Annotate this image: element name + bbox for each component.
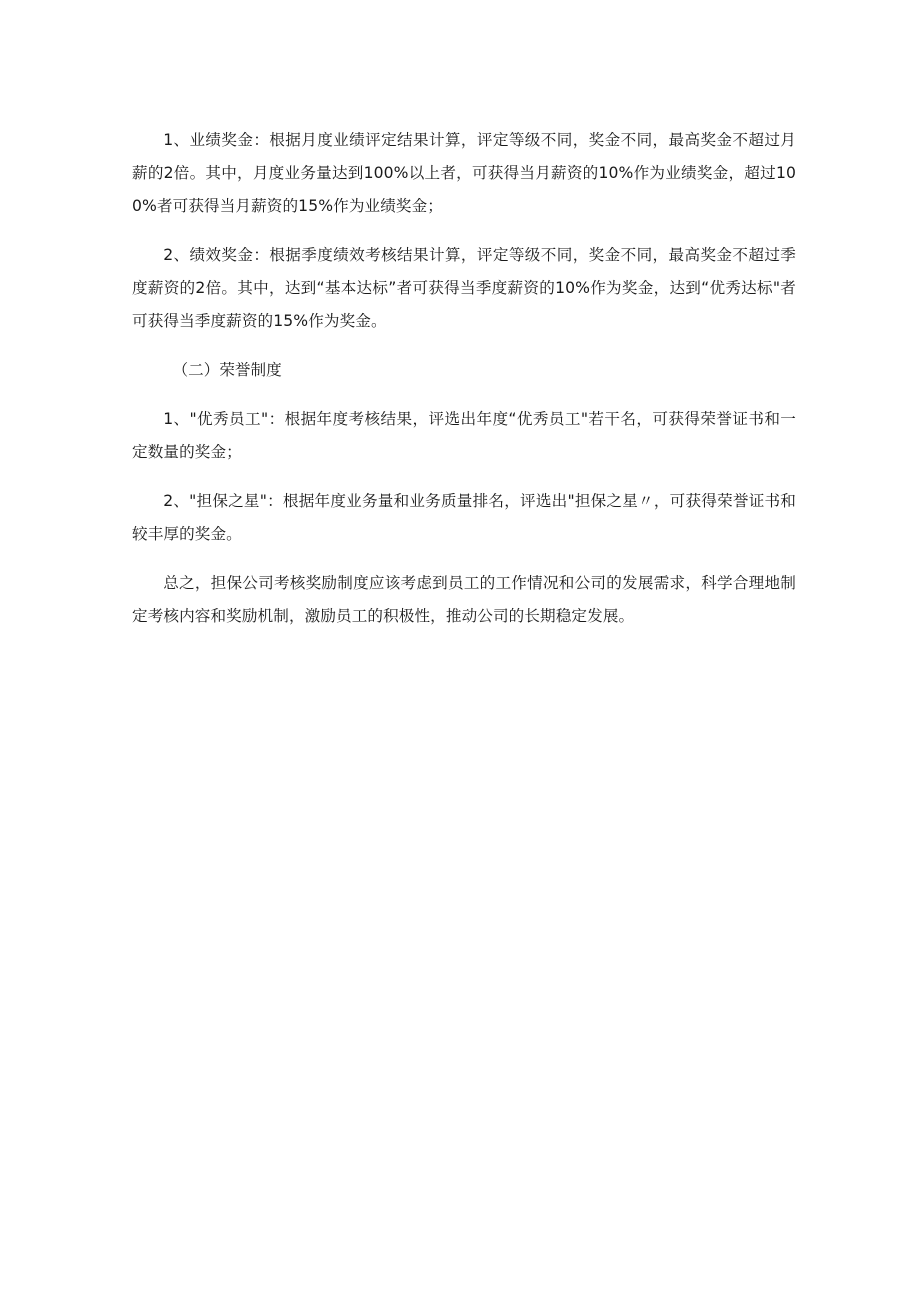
appraisal-bonus-paragraph: 2、绩效奖金：根据季度绩效考核结果计算，评定等级不同，奖金不同，最高奖金不超过季度薪资的2倍。其中，达到“基本达标”者可获得当季度薪资的10%作为奖金，达到“优秀达标"者可获得当季度薪资的15%作为奖金。 xyxy=(132,246,796,330)
excellent-employee-paragraph: 1、"优秀员工"：根据年度考核结果，评选出年度“优秀员工"若干名，可获得荣誉证书和一定数量的奖金； xyxy=(132,410,796,461)
performance-bonus-paragraph: 1、业绩奖金：根据月度业绩评定结果计算，评定等级不同，奖金不同，最高奖金不超过月薪的2倍。其中，月度业务量达到100%以上者，可获得当月薪资的10%作为业绩奖金，超过100%者可获得当月薪资的15%作为业绩奖金； xyxy=(132,131,796,215)
section-heading: （二）荣誉制度 xyxy=(172,361,282,379)
conclusion-paragraph: 总之，担保公司考核奖励制度应该考虑到员工的工作情况和公司的发展需求，科学合理地制定考核内容和奖励机制，激励员工的积极性，推动公司的长期稳定发展。 xyxy=(132,574,796,625)
document-page xyxy=(132,124,796,649)
guarantee-star-paragraph: 2、"担保之星"：根据年度业务量和业务质量排名，评选出"担保之星〃，可获得荣誉证书和较丰厚的奖金。 xyxy=(132,492,796,543)
